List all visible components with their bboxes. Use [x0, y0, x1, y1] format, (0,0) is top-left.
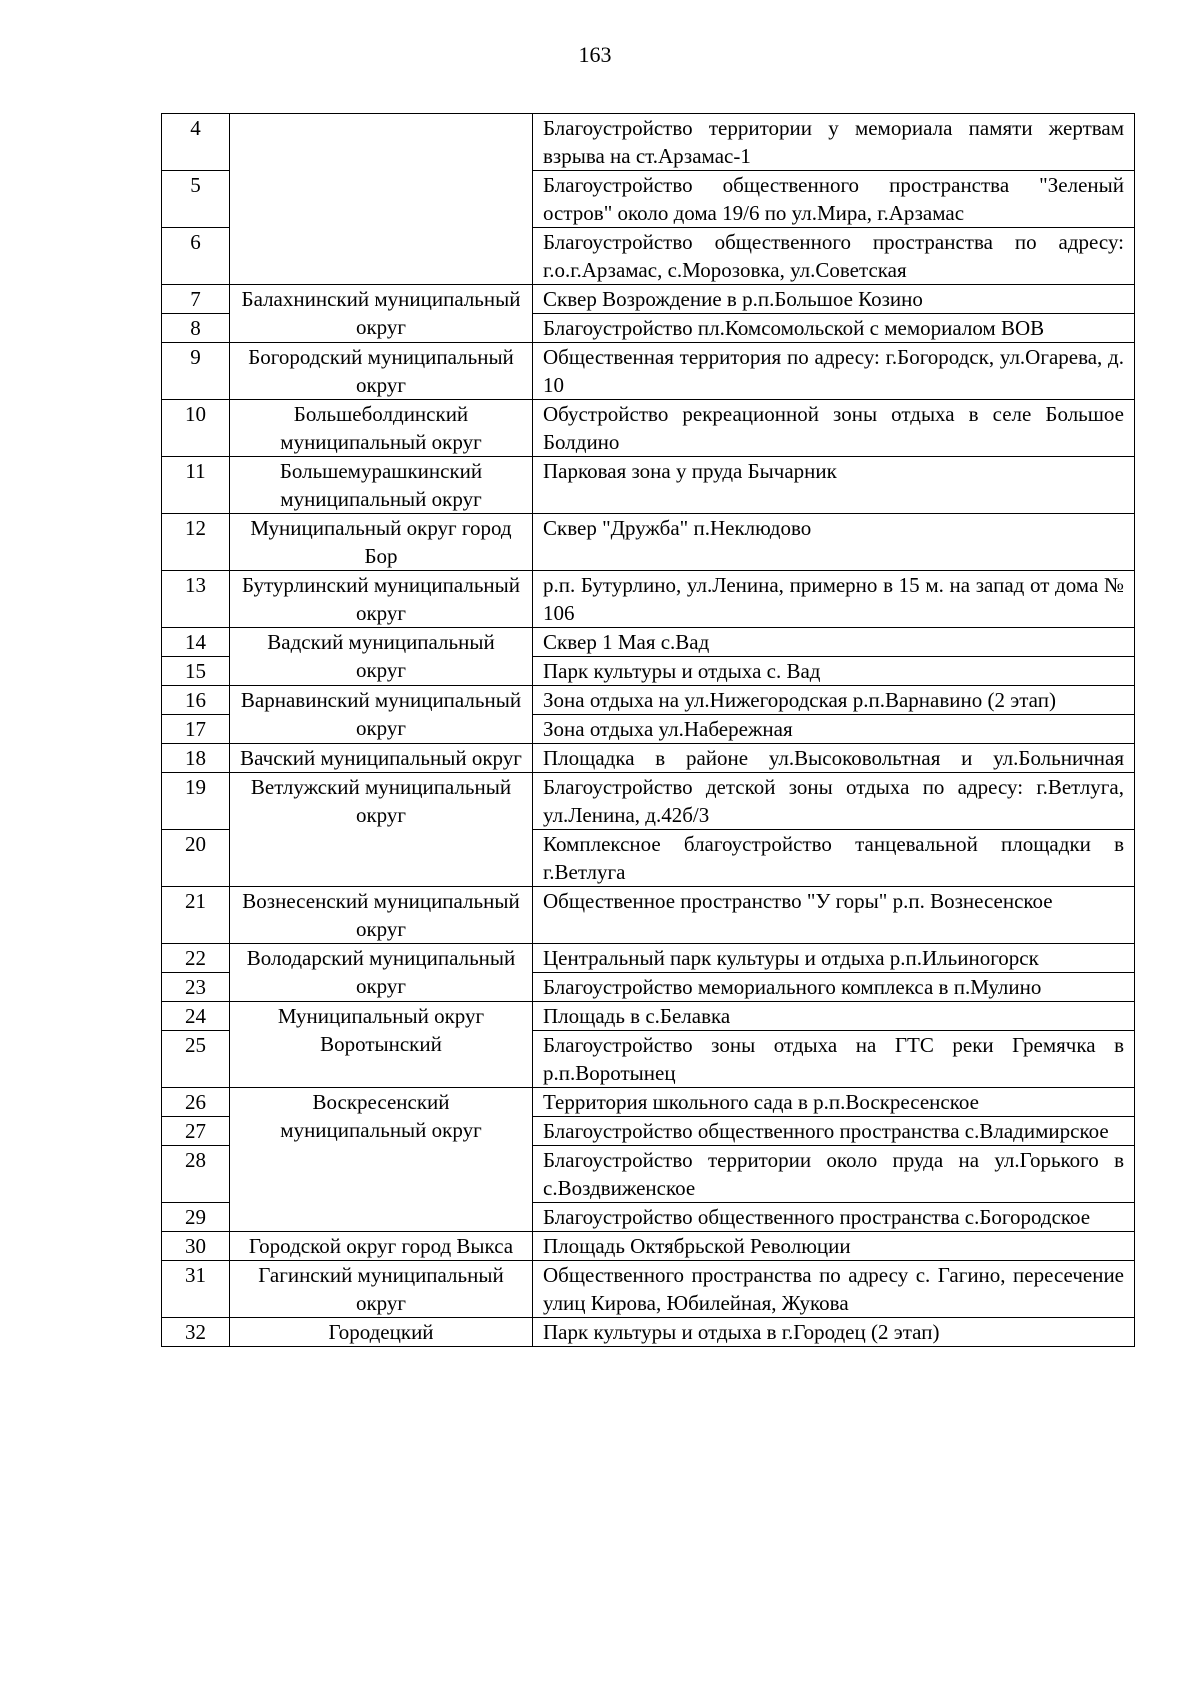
object-description: Площадь в с.Белавка	[533, 1002, 1135, 1031]
district-cell: Богородский муниципальный округ	[230, 343, 533, 400]
object-description: Сквер 1 Мая с.Вад	[533, 628, 1135, 657]
row-number: 23	[162, 973, 230, 1002]
district-cell: Муниципальный округ Воротынский	[230, 1002, 533, 1088]
table-row	[162, 744, 1135, 773]
page-number: 163	[578, 42, 612, 67]
row-number: 31	[162, 1261, 230, 1318]
object-description: Зона отдыха на ул.Нижегородская р.п.Варнавино (2 этап)	[533, 686, 1135, 715]
table-row	[162, 944, 1135, 973]
row-number: 27	[162, 1117, 230, 1146]
district-cell: Муниципальный округ город Бор	[230, 514, 533, 571]
object-description: Благоустройство общественного пространства "Зеленый остров" около дома 19/6 по ул.Мира, г.Арзамас	[533, 171, 1135, 228]
object-description: Площадка в районе ул.Высоковольтная и ул.Больничная	[533, 744, 1135, 773]
row-number: 29	[162, 1203, 230, 1232]
object-description: Парк культуры и отдыха с. Вад	[533, 657, 1135, 686]
district-cell: Вознесенский муниципальный округ	[230, 887, 533, 944]
district-cell: Вачский муниципальный округ	[230, 744, 533, 773]
table-row	[162, 887, 1135, 944]
object-description: Общественного пространства по адресу с. Гагино, пересечение улиц Кирова, Юбилейная, Жукова	[533, 1261, 1135, 1318]
table-row	[162, 1088, 1135, 1117]
object-description: Благоустройство общественного пространства с.Владимирское	[533, 1117, 1135, 1146]
table-row	[162, 1002, 1135, 1031]
row-number: 16	[162, 686, 230, 715]
object-description: Благоустройство детской зоны отдыха по адресу: г.Ветлуга, ул.Ленина, д.42б/3	[533, 773, 1135, 830]
row-number: 9	[162, 343, 230, 400]
district-cell: Вадский муниципальный округ	[230, 628, 533, 686]
object-description: Благоустройство зоны отдыха на ГТС реки Гремячка в р.п.Воротынец	[533, 1031, 1135, 1088]
object-description: Сквер Возрождение в р.п.Большое Козино	[533, 285, 1135, 314]
row-number: 12	[162, 514, 230, 571]
row-number: 6	[162, 228, 230, 285]
table-row	[162, 1232, 1135, 1261]
object-description: Зона отдыха ул.Набережная	[533, 715, 1135, 744]
row-number: 25	[162, 1031, 230, 1088]
district-cell	[230, 114, 533, 285]
row-number: 21	[162, 887, 230, 944]
table-row	[162, 285, 1135, 314]
district-cell: Воскресенский муниципальный округ	[230, 1088, 533, 1232]
row-number: 5	[162, 171, 230, 228]
row-number: 11	[162, 457, 230, 514]
object-description: Благоустройство территории у мемориала памяти жертвам взрыва на ст.Арзамас-1	[533, 114, 1135, 171]
row-number: 10	[162, 400, 230, 457]
table-row	[162, 773, 1135, 830]
row-number: 30	[162, 1232, 230, 1261]
row-number: 32	[162, 1318, 230, 1347]
table-row	[162, 628, 1135, 657]
object-description: Общественное пространство "У горы" р.п. Вознесенское	[533, 887, 1135, 944]
district-cell: Володарский муниципальный округ	[230, 944, 533, 1002]
row-number: 19	[162, 773, 230, 830]
district-cell: Гагинский муниципальный округ	[230, 1261, 533, 1318]
object-description: Благоустройство общественного пространства по адресу: г.о.г.Арзамас, с.Морозовка, ул.Советская	[533, 228, 1135, 285]
object-description: Центральный парк культуры и отдыха р.п.Ильиногорск	[533, 944, 1135, 973]
row-number: 17	[162, 715, 230, 744]
row-number: 13	[162, 571, 230, 628]
object-description: Обустройство рекреационной зоны отдыха в селе Большое Болдино	[533, 400, 1135, 457]
row-number: 28	[162, 1146, 230, 1203]
row-number: 15	[162, 657, 230, 686]
object-description: Территория школьного сада в р.п.Воскресенское	[533, 1088, 1135, 1117]
object-description: Комплексное благоустройство танцевальной площадки в г.Ветлуга	[533, 830, 1135, 887]
object-description: Сквер "Дружба" п.Неклюдово	[533, 514, 1135, 571]
table-row	[162, 343, 1135, 400]
row-number: 14	[162, 628, 230, 657]
object-description: Парк культуры и отдыха в г.Городец (2 этап)	[533, 1318, 1135, 1347]
object-description: Благоустройство мемориального комплекса в п.Мулино	[533, 973, 1135, 1002]
row-number: 18	[162, 744, 230, 773]
object-description: Парковая зона у пруда Бычарник	[533, 457, 1135, 514]
row-number: 8	[162, 314, 230, 343]
district-cell: Большеболдинский муниципальный округ	[230, 400, 533, 457]
row-number: 26	[162, 1088, 230, 1117]
object-description: р.п. Бутурлино, ул.Ленина, примерно в 15 м. на запад от дома № 106	[533, 571, 1135, 628]
row-number: 20	[162, 830, 230, 887]
table-row	[162, 571, 1135, 628]
row-number: 4	[162, 114, 230, 171]
table-row	[162, 1318, 1135, 1347]
table-row	[162, 1261, 1135, 1318]
row-number: 7	[162, 285, 230, 314]
table-row	[162, 514, 1135, 571]
table-row	[162, 457, 1135, 514]
object-description: Площадь Октябрьской Революции	[533, 1232, 1135, 1261]
district-cell: Городской округ город Выкса	[230, 1232, 533, 1261]
district-cell: Ветлужский муниципальный округ	[230, 773, 533, 887]
row-number: 22	[162, 944, 230, 973]
object-description: Благоустройство территории около пруда на ул.Горького в с.Воздвиженское	[533, 1146, 1135, 1203]
district-cell: Городецкий	[230, 1318, 533, 1347]
objects-table	[161, 113, 1135, 1347]
district-cell: Бутурлинский муниципальный округ	[230, 571, 533, 628]
district-cell: Балахнинский муниципальный округ	[230, 285, 533, 343]
table-row	[162, 114, 1135, 171]
object-description: Благоустройство пл.Комсомольской с мемориалом ВОВ	[533, 314, 1135, 343]
row-number: 24	[162, 1002, 230, 1031]
object-description: Общественная территория по адресу: г.Богородск, ул.Огарева, д. 10	[533, 343, 1135, 400]
table-row	[162, 686, 1135, 715]
object-description: Благоустройство общественного пространства с.Богородское	[533, 1203, 1135, 1232]
district-cell: Большемурашкинский муниципальный округ	[230, 457, 533, 514]
district-cell: Варнавинский муниципальный округ	[230, 686, 533, 744]
table-row	[162, 400, 1135, 457]
